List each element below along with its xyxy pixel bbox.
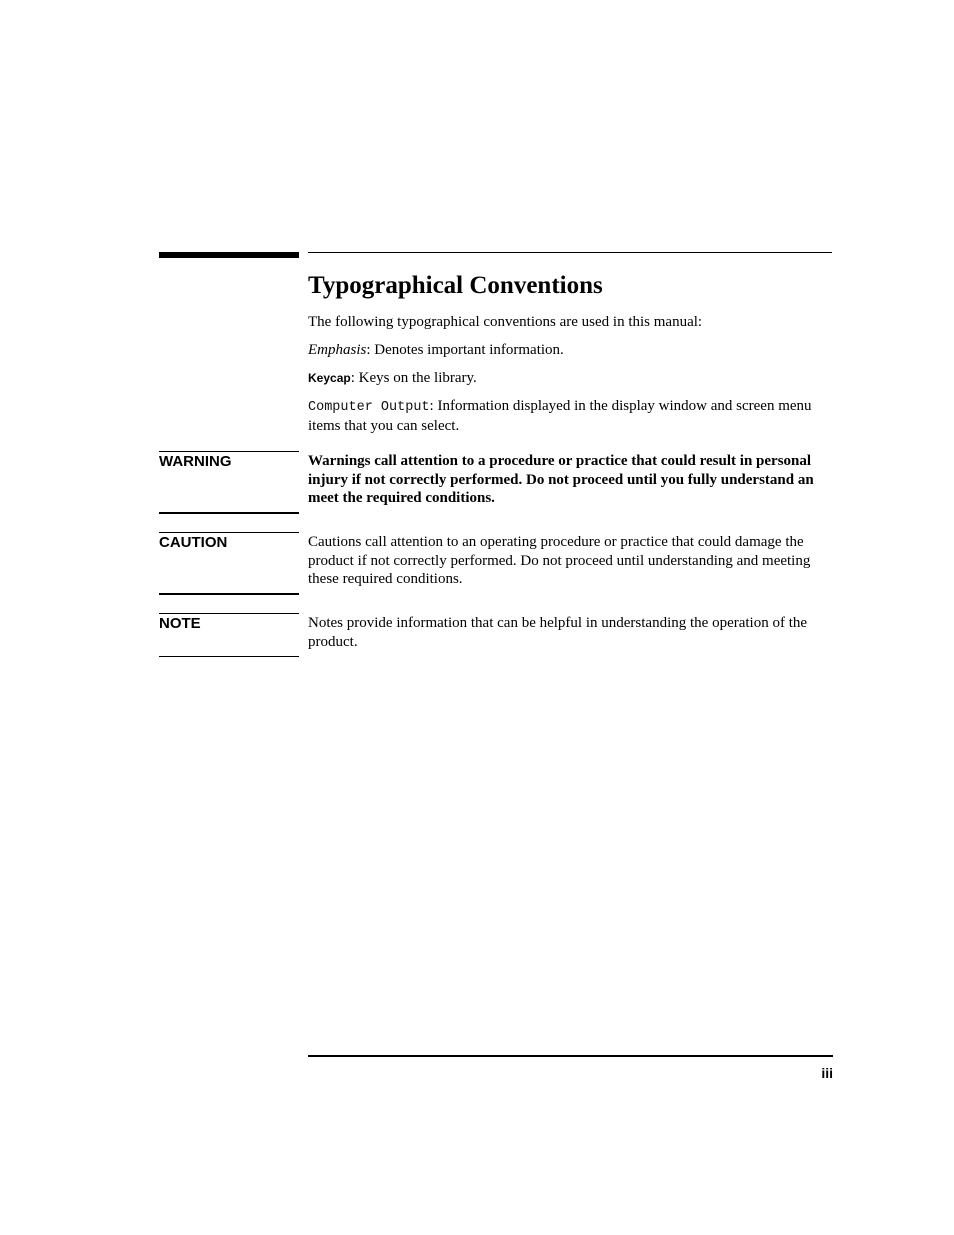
keycap-term: Keycap [308, 371, 351, 385]
computer-output-term: Computer Output [308, 400, 430, 415]
note-label: NOTE [159, 615, 201, 632]
caution-label: CAUTION [159, 534, 228, 551]
page-title: Typographical Conventions [308, 272, 603, 299]
caution-bottom-rule [159, 593, 299, 595]
emphasis-term: Emphasis [308, 342, 367, 358]
caution-text: Cautions call attention to an operating procedure or practice that could damage the product if not correctly performed. Do not proceed until understanding and meeting these required conditions. [308, 534, 811, 587]
page-number: iii [821, 1065, 833, 1081]
intro-paragraph: The following typographical conventions are used in this manual: [308, 314, 703, 330]
note-text: Notes provide information that can be helpful in understanding the operation of the product. [308, 615, 808, 650]
computer-output-convention [308, 397, 832, 436]
section-top-rule [308, 252, 832, 253]
warning-label: WARNING [159, 453, 232, 470]
note-bottom-rule [159, 656, 299, 657]
emphasis-description: : Denotes important information. [366, 342, 564, 358]
emphasis-convention [308, 341, 832, 360]
section-marker-bar [159, 252, 299, 258]
warning-text: Warnings call attention to a procedure or practice that could result in personal injury if not correctly performed. Do not proceed until you fully understand an meet the required conditions. [308, 453, 814, 506]
warning-bottom-rule [159, 512, 299, 514]
computer-output-description: : Information displayed in the display window and screen menu items that you can select. [308, 398, 812, 434]
footer-rule [308, 1055, 833, 1057]
keycap-description: : Keys on the library. [350, 370, 477, 386]
keycap-convention [308, 369, 832, 388]
